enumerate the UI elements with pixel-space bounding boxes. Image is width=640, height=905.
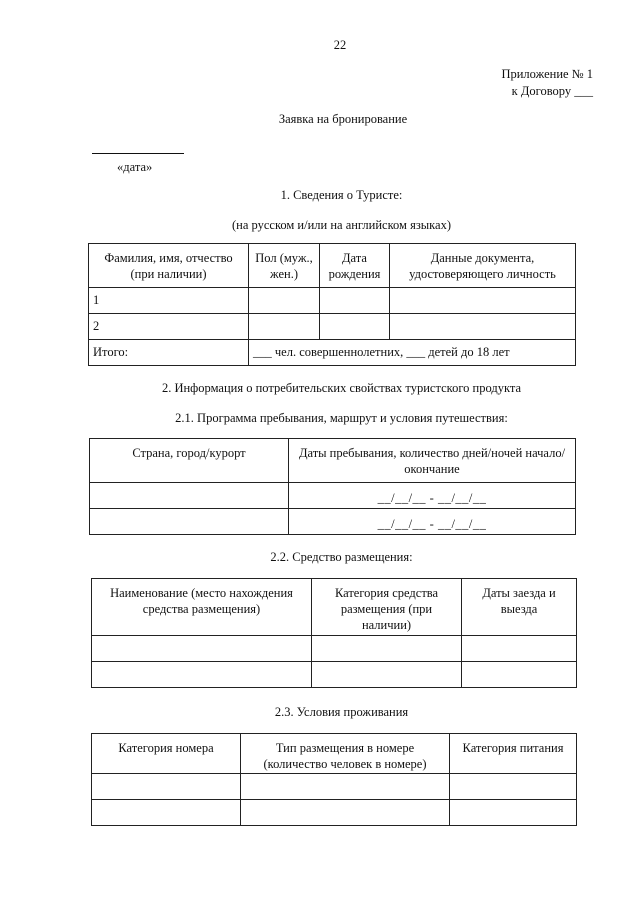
document-title: Заявка на бронирование	[278, 112, 408, 126]
country-city-cell[interactable]	[90, 509, 289, 535]
section21-heading: 2.1. Программа пребывания, маршрут и условия путешествия:	[175, 411, 508, 425]
accommodation-category-cell[interactable]	[312, 636, 462, 662]
table-row	[92, 662, 577, 688]
room-category-cell[interactable]	[92, 800, 241, 826]
meal-category-cell[interactable]	[450, 774, 577, 800]
table-row	[89, 314, 576, 340]
appendix-header	[501, 66, 593, 100]
col-accommodation-category: Категория средства размещения (при наличии)	[312, 579, 462, 636]
col-room-category: Категория номера	[92, 734, 241, 774]
section2-heading: 2. Информация о потребительских свойствах туристского продукта	[161, 381, 522, 395]
table-row	[90, 483, 576, 509]
accommodation-table-header	[92, 579, 577, 636]
col-country-city: Страна, город/курорт	[90, 439, 289, 483]
accommodation-name-cell[interactable]	[92, 662, 312, 688]
page-number: 22	[333, 38, 347, 52]
row-number: 2	[89, 314, 249, 340]
col-room-occupancy: Тип размещения в номере (количество человек в номере)	[241, 734, 450, 774]
appendix-line2: к Договору ___	[511, 84, 593, 98]
col-birth-date: Дата рождения	[320, 244, 390, 288]
table-row	[89, 288, 576, 314]
stay-dates-cell[interactable]: __/__/__ - __/__/__	[289, 509, 576, 535]
col-checkin-checkout: Даты заезда и выезда	[462, 579, 577, 636]
total-text[interactable]: ___ чел. совершеннолетних, ___ детей до 18 лет	[249, 340, 576, 366]
checkin-checkout-cell[interactable]	[462, 662, 577, 688]
program-table	[89, 438, 576, 535]
col-meal-category: Категория питания	[450, 734, 577, 774]
date-signature-line[interactable]	[92, 153, 184, 154]
room-category-cell[interactable]	[92, 774, 241, 800]
col-stay-dates: Даты пребывания, количество дней/ночей начало/окончание	[289, 439, 576, 483]
table-row	[90, 509, 576, 535]
section22-heading: 2.2. Средство размещения:	[270, 550, 413, 564]
country-city-cell[interactable]	[90, 483, 289, 509]
total-label: Итого:	[89, 340, 249, 366]
id-document-cell[interactable]	[390, 314, 576, 340]
gender-cell[interactable]	[249, 314, 320, 340]
col-gender: Пол (муж., жен.)	[249, 244, 320, 288]
appendix-line1: Приложение № 1	[501, 67, 593, 81]
tourist-table-header	[89, 244, 576, 288]
row-number: 1	[89, 288, 249, 314]
accommodation-name-cell[interactable]	[92, 636, 312, 662]
living-conditions-table	[91, 733, 577, 826]
program-table-header	[90, 439, 576, 483]
date-label: «дата»	[117, 160, 153, 174]
gender-cell[interactable]	[249, 288, 320, 314]
room-occupancy-cell[interactable]	[241, 774, 450, 800]
room-occupancy-cell[interactable]	[241, 800, 450, 826]
living-conditions-table-header	[92, 734, 577, 774]
total-row	[89, 340, 576, 366]
id-document-cell[interactable]	[390, 288, 576, 314]
accommodation-table	[91, 578, 577, 688]
section23-heading: 2.3. Условия проживания	[274, 705, 409, 719]
table-row	[92, 774, 577, 800]
birth-date-cell[interactable]	[320, 288, 390, 314]
stay-dates-cell[interactable]: __/__/__ - __/__/__	[289, 483, 576, 509]
tourist-table	[88, 243, 576, 366]
birth-date-cell[interactable]	[320, 314, 390, 340]
col-full-name: Фамилия, имя, отчество (при наличии)	[89, 244, 249, 288]
section1-heading: 1. Сведения о Туристе:	[280, 188, 403, 202]
table-row	[92, 800, 577, 826]
meal-category-cell[interactable]	[450, 800, 577, 826]
section1-subheading: (на русском и/или на английском языках)	[231, 218, 452, 232]
checkin-checkout-cell[interactable]	[462, 636, 577, 662]
accommodation-category-cell[interactable]	[312, 662, 462, 688]
table-row	[92, 636, 577, 662]
col-accommodation-name: Наименование (место нахождения средства размещения)	[92, 579, 312, 636]
col-id-document: Данные документа, удостоверяющего личность	[390, 244, 576, 288]
